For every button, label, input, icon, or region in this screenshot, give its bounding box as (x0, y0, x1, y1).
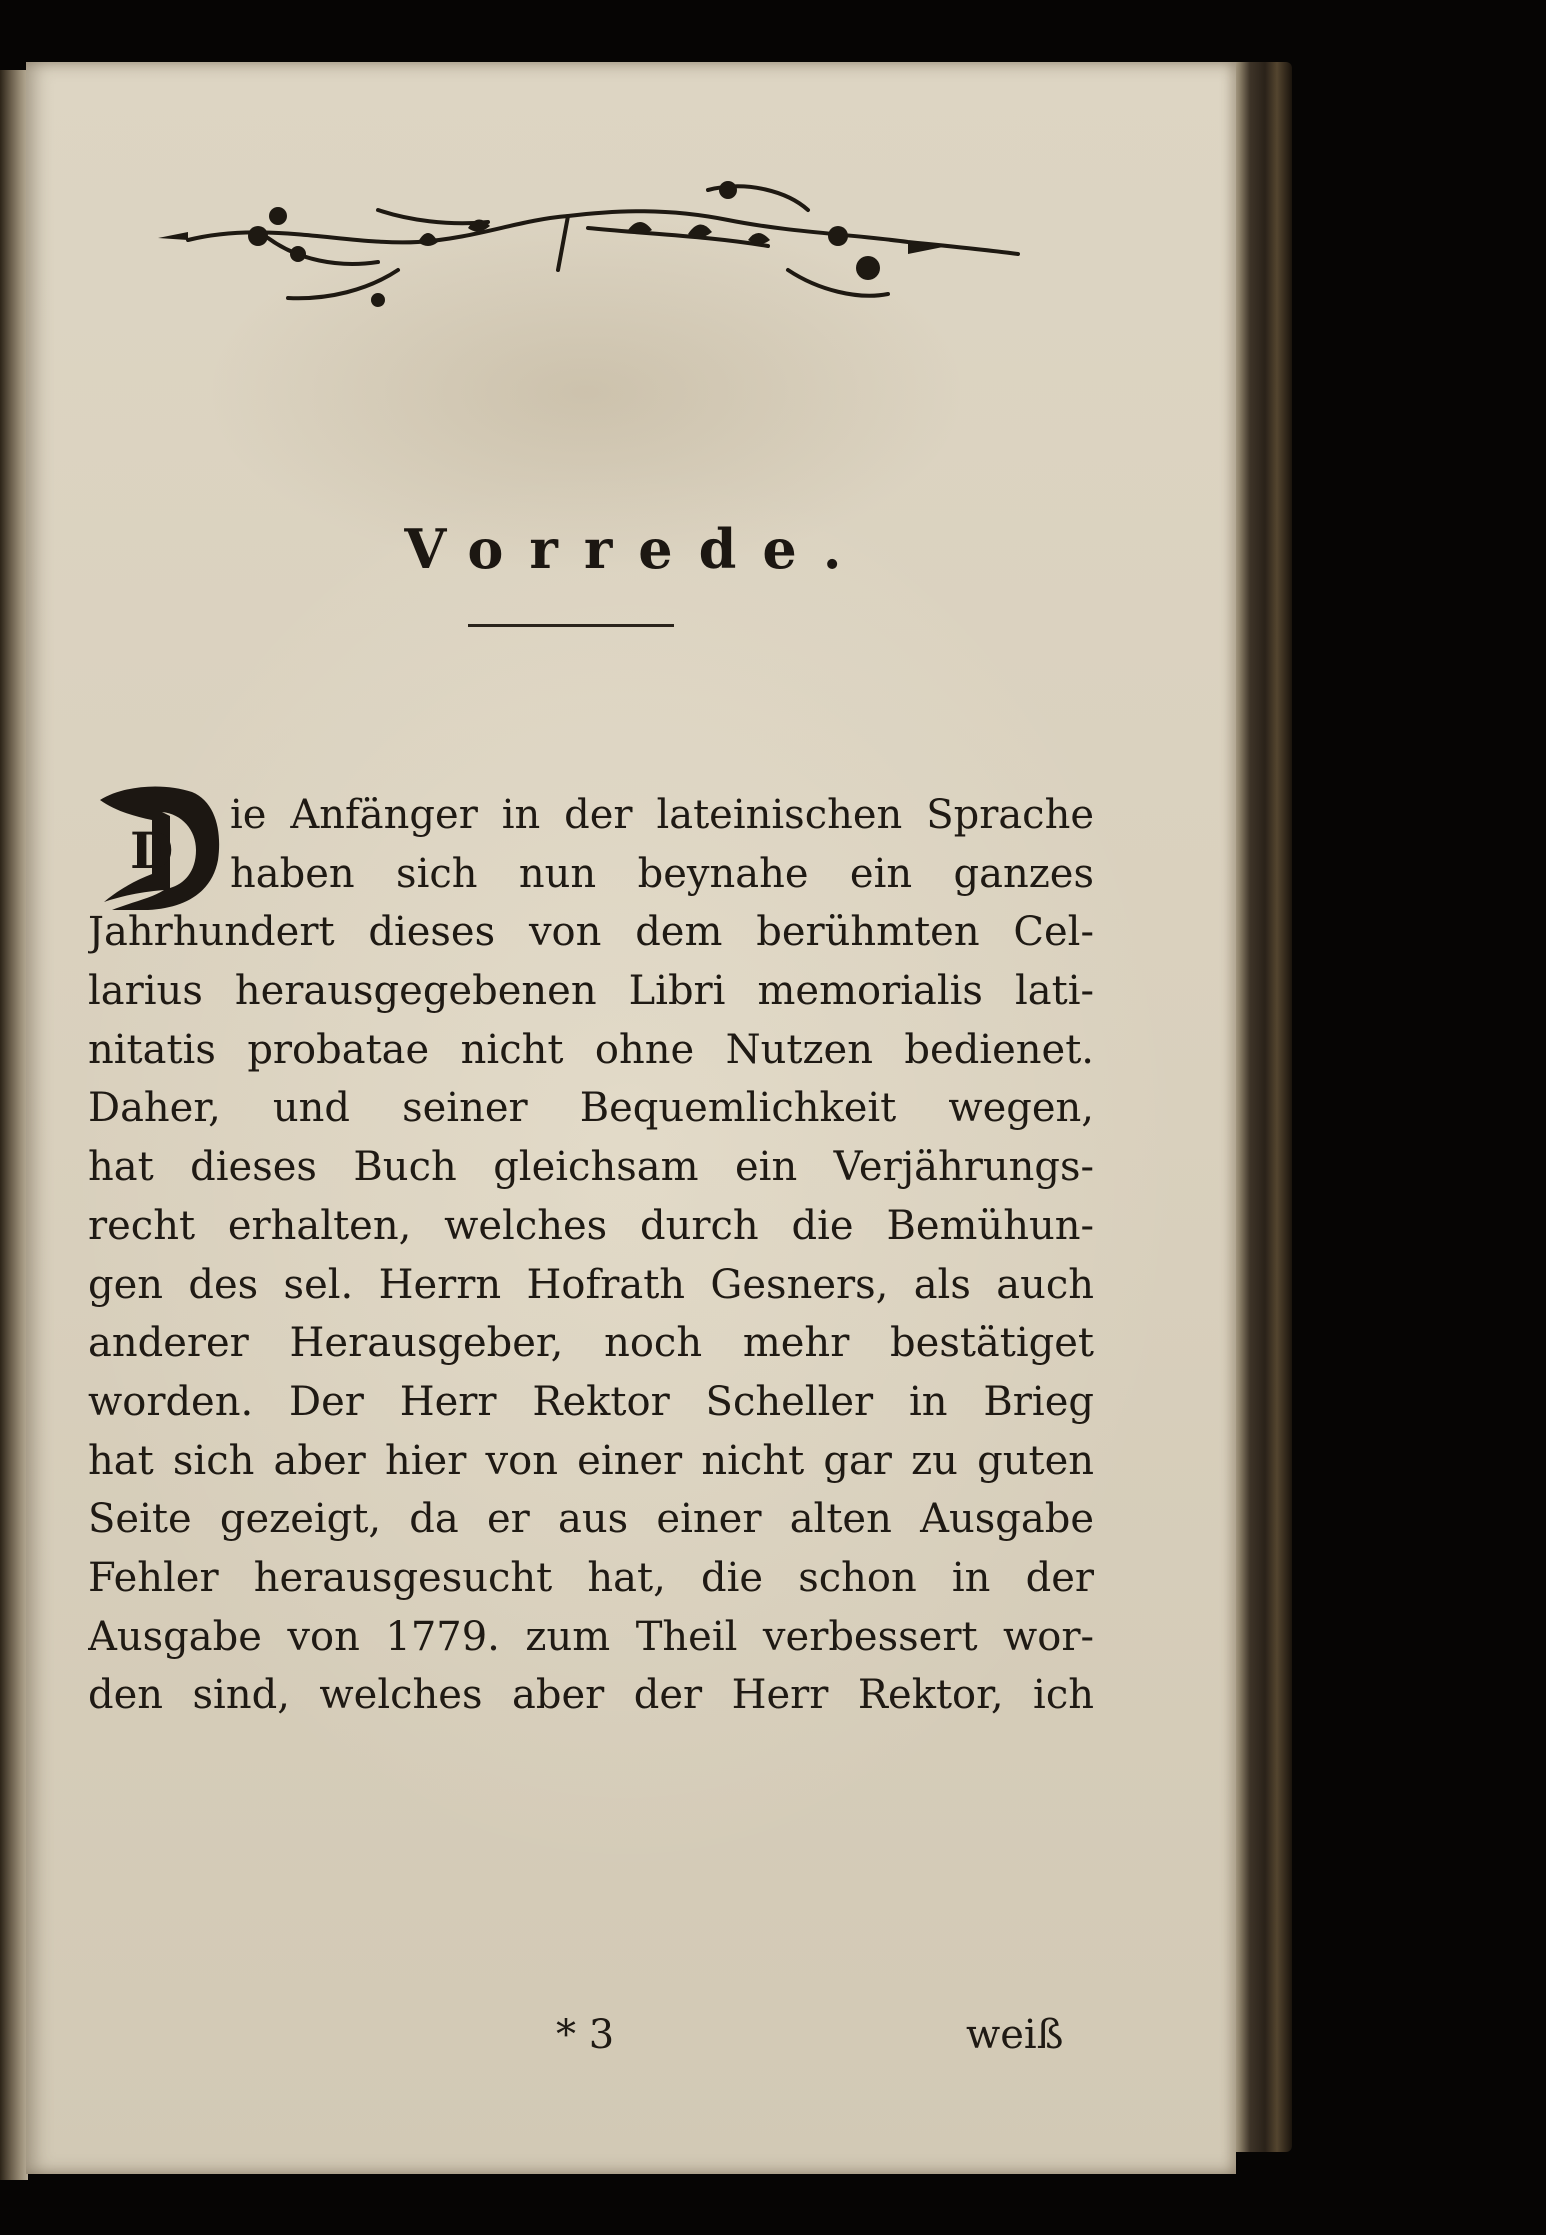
text-line: ie Anfänger in der lateinischen Sprache (230, 792, 1094, 838)
text-line: hat sich aber hier von einer nicht gar zu guten (88, 1437, 1094, 1484)
text-line: Daher, und seiner Bequemlichkeit wegen, (88, 1085, 1094, 1132)
signature-mark: * 3 (556, 2012, 615, 2058)
text-line: Ausgabe von 1779. zum Theil verbessert wor- (88, 1613, 1094, 1660)
drop-cap-letter: D (130, 821, 174, 880)
text-line: haben sich nun beynahe ein ganzes (230, 850, 1094, 897)
text-line: nitatis probatae nicht ohne Nutzen bedienet. (88, 1026, 1094, 1073)
text-line: Jahrhundert dieses von dem berühmten Cel- (88, 909, 1094, 956)
text-line: den sind, welches aber der Herr Rektor, ich (88, 1672, 1094, 1719)
text-line: worden. Der Herr Rektor Scheller in Brieg (88, 1378, 1094, 1425)
floral-ornament-icon (148, 150, 1048, 310)
catchword: weiß (966, 2012, 1064, 2058)
text-line: anderer Herausgeber, noch mehr bestätiget (88, 1320, 1094, 1367)
text-line: Seite gezeigt, da er aus einer alten Ausgabe (88, 1496, 1094, 1543)
body-text (88, 786, 1094, 1725)
book-cover-edge (1232, 62, 1292, 2152)
text-line: recht erhalten, welches durch die Bemühun- (88, 1202, 1094, 1249)
text-line: larius herausgegebenen Libri memorialis lati- (88, 968, 1094, 1015)
heading-rule (468, 624, 674, 627)
text-line: gen des sel. Herrn Hofrath Gesners, als auch (88, 1261, 1094, 1308)
page-heading: Vorrede. (404, 517, 868, 581)
text-line: hat dieses Buch gleichsam ein Verjährungs- (88, 1144, 1094, 1191)
text-line: Fehler herausgesucht hat, die schon in der (88, 1554, 1094, 1601)
page-footer (26, 2012, 1236, 2072)
book-page (26, 62, 1236, 2174)
left-page-edge (0, 70, 28, 2180)
